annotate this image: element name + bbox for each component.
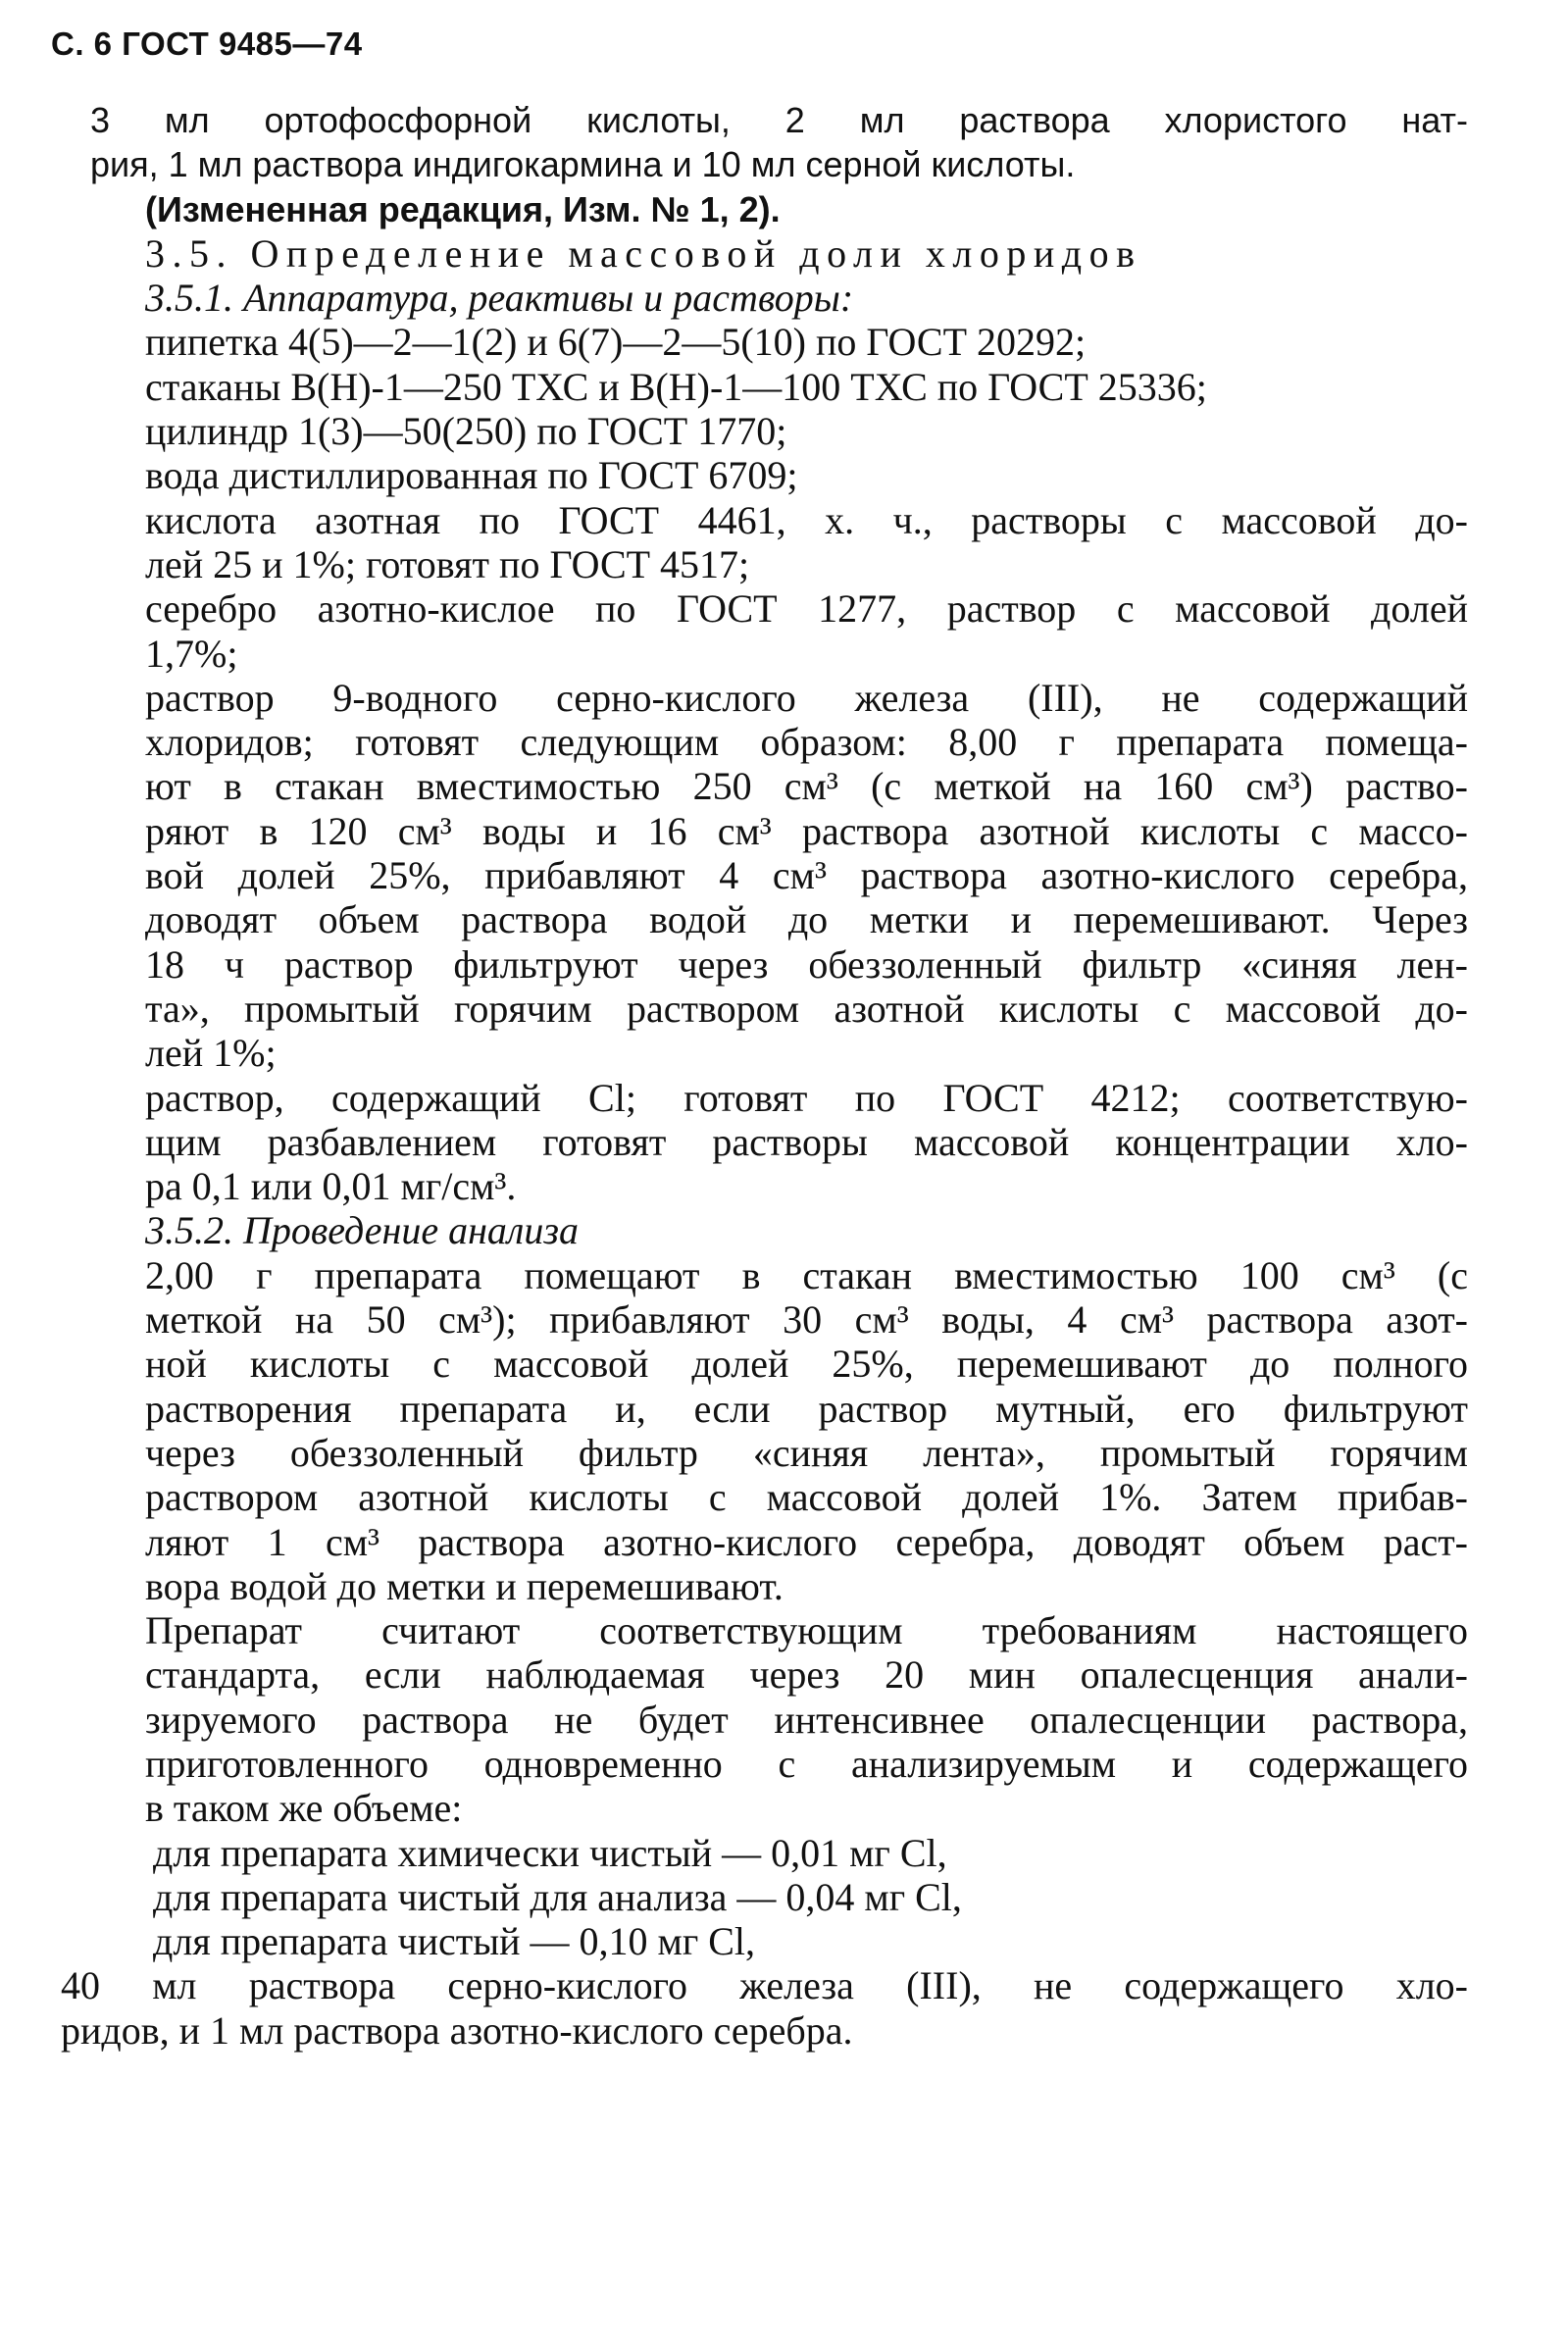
text-line: 18 ч раствор фильтруют через обеззоленный фильтр «синяя лен- — [145, 941, 1468, 987]
text-line: ляют 1 см³ раствора азотно-кислого серебра, доводят объем раст- — [145, 1519, 1468, 1564]
page-header: С. 6 ГОСТ 9485—74 — [51, 25, 363, 62]
text-line: щим разбавлением готовят растворы массовой концентрации хло- — [145, 1119, 1468, 1164]
text-line: раствор, содержащий Cl; готовят по ГОСТ 4212; соответствую- — [145, 1075, 1468, 1120]
subsection-heading: 3.5.1. Аппаратура, реактивы и растворы: — [145, 276, 854, 321]
text-line: лей 25 и 1%; готовят по ГОСТ 4517; — [145, 541, 750, 586]
text-line: ридов, и 1 мл раствора азотно-кислого серебра. — [61, 2007, 853, 2053]
text-line: меткой на 50 см³); прибавляют 30 см³ воды, 4 см³ раствора азот- — [145, 1297, 1468, 1343]
text-line: Препарат считают соответствующим требованиям настоящего — [145, 1608, 1468, 1653]
text-line: доводят объем раствора водой до метки и перемешивают. Через — [145, 897, 1468, 942]
text-line: 1,7%; — [145, 631, 238, 676]
text-line: пипетка 4(5)—2—1(2) и 6(7)—2—5(10) по ГОСТ 20292; — [145, 320, 1087, 365]
amendment-note: (Измененная редакция, Изм. № 1, 2). — [145, 188, 781, 229]
text-line: раствором азотной кислоты с массовой долей 1%. Затем прибав- — [145, 1475, 1468, 1520]
text-line: ряют в 120 см³ воды и 16 см³ раствора азотной кислоты с массо- — [145, 808, 1468, 853]
text-line: 40 мл раствора серно-кислого железа (III), не содержащего хло- — [61, 1963, 1468, 2008]
text-line: кислота азотная по ГОСТ 4461, х. ч., растворы с массовой до- — [145, 497, 1468, 542]
text-line: цилиндр 1(3)—50(250) по ГОСТ 1770; — [145, 409, 787, 454]
text-line: 3 мл ортофосфорной кислоты, 2 мл раствора хлористого нат- — [90, 100, 1468, 140]
text-line: ют в стакан вместимостью 250 см³ (с меткой на 160 см³) раство- — [145, 764, 1468, 809]
text-line: хлоридов; готовят следующим образом: 8,00 г препарата помеща- — [145, 720, 1468, 765]
list-item: для препарата химически чистый — 0,01 мг Cl, — [153, 1830, 947, 1875]
text-line: растворения препарата и, если раствор мутный, его фильтруют — [145, 1386, 1468, 1431]
text-line: 2,00 г препарата помещают в стакан вместимостью 100 см³ (с — [145, 1252, 1468, 1297]
text-line: та», промытый горячим раствором азотной кислоты с массовой до- — [145, 986, 1468, 1031]
document-body — [61, 98, 1468, 2053]
text-line: серебро азотно-кислое по ГОСТ 1277, раствор с массовой долей — [145, 586, 1468, 632]
subsection-heading: 3.5.2. Проведение анализа — [145, 1208, 579, 1253]
text-line: в таком же объеме: — [145, 1786, 463, 1831]
text-line: вора водой до метки и перемешивают. — [145, 1563, 784, 1608]
text-line: стандарта, если наблюдаемая через 20 мин опалесценция анали- — [145, 1652, 1468, 1698]
text-line: через обеззоленный фильтр «синяя лента», промытый горячим — [145, 1430, 1468, 1475]
text-line: раствор 9-водного серно-кислого железа (III), не содержащий — [145, 675, 1468, 720]
list-item: для препарата чистый — 0,10 мг Cl, — [153, 1919, 756, 1964]
text-line: зируемого раствора не будет интенсивнее опалесценции раствора, — [145, 1697, 1468, 1742]
text-line: лей 1%; — [145, 1031, 277, 1076]
text-line: стаканы В(Н)-1—250 ТХС и В(Н)-1—100 ТХС по ГОСТ 25336; — [145, 364, 1207, 409]
text-line: ной кислоты с массовой долей 25%, перемешивают до полного — [145, 1342, 1468, 1387]
text-line: приготовленного одновременно с анализируемым и содержащего — [145, 1741, 1468, 1786]
list-item: для препарата чистый для анализа — 0,04 мг Cl, — [153, 1874, 962, 1919]
text-line: вода дистиллированная по ГОСТ 6709; — [145, 453, 798, 498]
text-line: вой долей 25%, прибавляют 4 см³ раствора азотно-кислого серебра, — [145, 853, 1468, 898]
text-line: рия, 1 мл раствора индигокармина и 10 мл серной кислоты. — [90, 144, 1076, 185]
section-heading: 3.5. Определение массовой доли хлоридов — [145, 230, 1142, 276]
text-line: ра 0,1 или 0,01 мг/см³. — [145, 1164, 517, 1209]
